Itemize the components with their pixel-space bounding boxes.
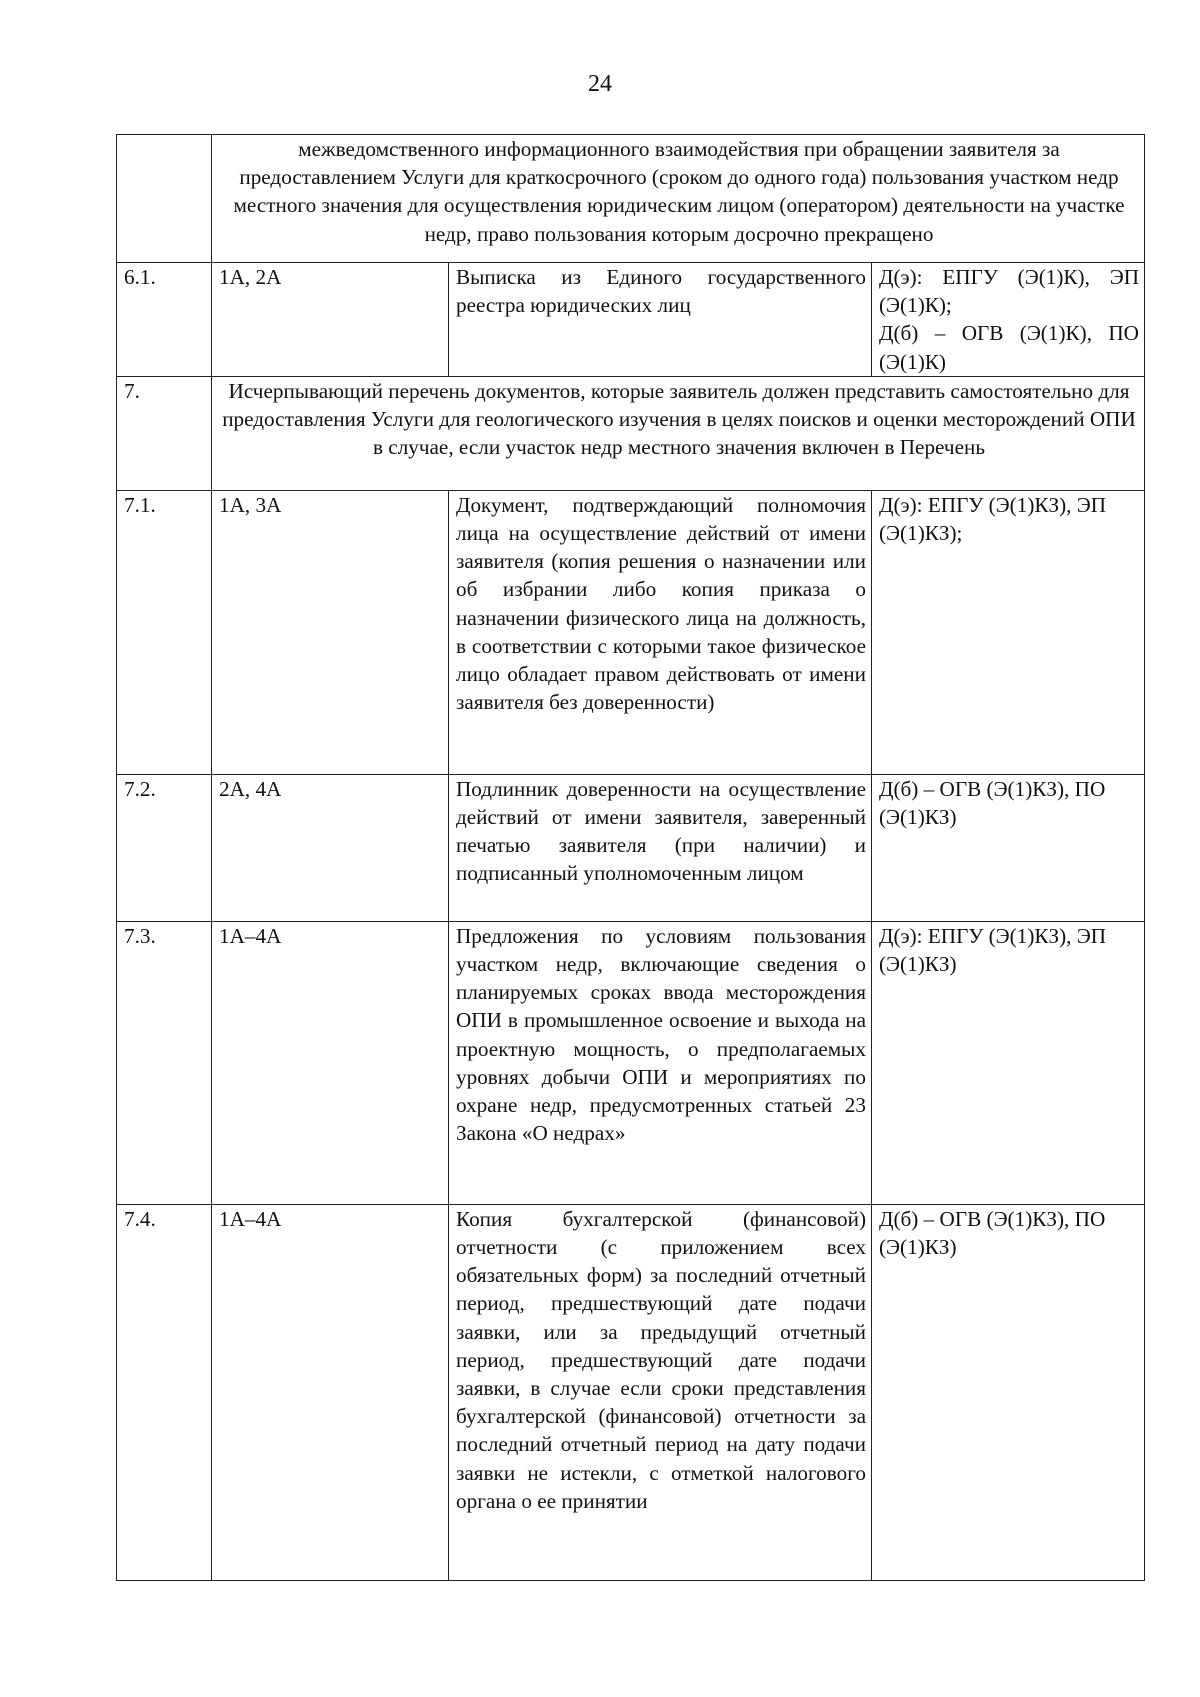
table-row-6-1 <box>117 263 1145 377</box>
row-number: 6.1. <box>117 263 212 377</box>
row-variants: 2А, 4А <box>212 774 449 921</box>
table-row-7-4 <box>117 1204 1145 1580</box>
row-document: Предложения по условиям пользования участком недр, включающие сведения о планируемых сроках ввода месторождения ОПИ в промышленное освоение и выхода на проектную мощность, о предполагаемых уровнях добычи ОПИ и мероприятиях по охране недр, предусмотренных статьей 23 Закона «О недрах» <box>449 921 872 1204</box>
row-variants: 1А, 2А <box>212 263 449 377</box>
row-number: 7.2. <box>117 774 212 921</box>
row-form: Д(б) – ОГВ (Э(1)КЗ), ПО (Э(1)КЗ) <box>872 774 1145 921</box>
table-row-7-2 <box>117 774 1145 921</box>
row-form: Д(э): ЕПГУ (Э(1)КЗ), ЭП (Э(1)КЗ); <box>872 490 1145 774</box>
table-row-7-3 <box>117 921 1145 1204</box>
row-variants: 1А, 3А <box>212 490 449 774</box>
row-variants: 1А–4А <box>212 1204 449 1580</box>
row-number: 7.4. <box>117 1204 212 1580</box>
documents-table <box>116 134 1145 1581</box>
row-number: 7. <box>117 376 212 490</box>
table-row-section-7 <box>117 376 1145 490</box>
row-number: 7.1. <box>117 490 212 774</box>
row-form: Д(э): ЕПГУ (Э(1)КЗ), ЭП (Э(1)КЗ) <box>872 921 1145 1204</box>
row-number: 7.3. <box>117 921 212 1204</box>
table-row-7-1 <box>117 490 1145 774</box>
row-document: Выписка из Единого государственного реестра юридических лиц <box>449 263 872 377</box>
section-heading-continued: межведомственного информационного взаимодействия при обращении заявителя за предоставлением Услуги для краткосрочного (сроком до одного года) пользования участком недр местного значения для осуществления юридическим лицом (оператором) деятельности на участке недр, право пользования которым досрочно прекращено <box>212 135 1145 263</box>
row-document: Подлинник доверенности на осуществление действий от имени заявителя, заверенный печатью заявителя (при наличии) и подписанный уполномоченным лицом <box>449 774 872 921</box>
section-heading-7: Исчерпывающий перечень документов, которые заявитель должен представить самостоятельно для предоставления Услуги для геологического изучения в целях поисков и оценки месторождений ОПИ в случае, если участок недр местного значения включен в Перечень <box>212 376 1145 490</box>
row-document: Документ, подтверждающий полномочия лица на осуществление действий от имени заявителя (копия решения о назначении или об избрании либо копия приказа о назначении физического лица на должность, в соответствии с которыми такое физическое лицо обладает правом действовать от имени заявителя без доверенности) <box>449 490 872 774</box>
row-form: Д(э): ЕПГУ (Э(1)К), ЭП (Э(1)К); Д(б) – ОГВ (Э(1)К), ПО (Э(1)К) <box>872 263 1145 377</box>
table-cell-num <box>117 135 212 263</box>
table-row-continued-header <box>117 135 1145 263</box>
page-number: 24 <box>588 71 612 97</box>
row-document: Копия бухгалтерской (финансовой) отчетности (с приложением всех обязательных форм) за последний отчетный период, предшествующий дате подачи заявки, или за предыдущий отчетный период, предшествующий дате подачи заявки, в случае если сроки представления бухгалтерской (финансовой) отчетности за последний отчетный период на дату подачи заявки не истекли, с отметкой налогового органа о ее принятии <box>449 1204 872 1580</box>
row-variants: 1А–4А <box>212 921 449 1204</box>
row-form: Д(б) – ОГВ (Э(1)КЗ), ПО (Э(1)КЗ) <box>872 1204 1145 1580</box>
